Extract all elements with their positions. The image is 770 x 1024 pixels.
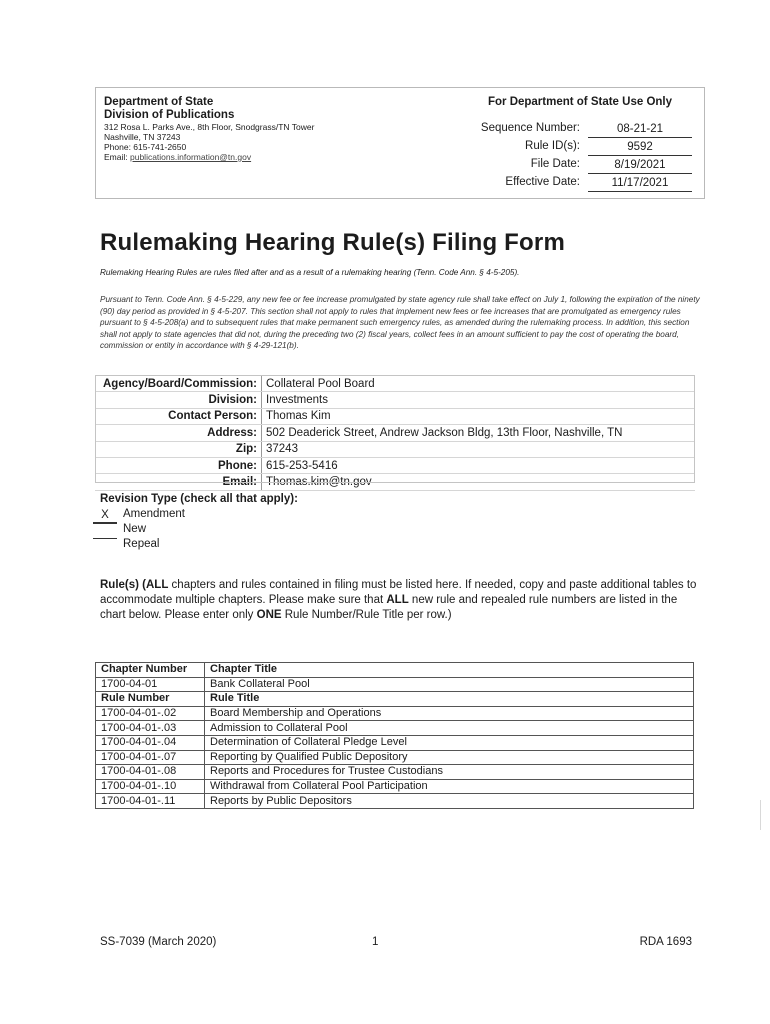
email-row [95, 474, 695, 490]
revision-mark-amendment[interactable]: X [93, 508, 117, 523]
rule-id-label: Rule ID(s): [525, 140, 580, 152]
rules-instr-part4: Rule Number/Rule Title per row.) [281, 609, 452, 621]
contact-label: Contact Person: [95, 408, 262, 424]
chapter-title-cell: Bank Collateral Pool [205, 677, 694, 692]
office-use-title: For Department of State Use Only [487, 96, 673, 108]
phone-label: Phone: [95, 457, 262, 473]
division-row [95, 392, 695, 408]
form-title: Rulemaking Hearing Rule(s) Filing Form [100, 229, 565, 256]
zip-label: Zip: [95, 441, 262, 457]
chapter-number-header: Chapter Number [96, 663, 205, 678]
table-row [96, 735, 694, 750]
revision-mark-repeal[interactable] [93, 538, 117, 539]
agency-value: Collateral Pool Board [262, 376, 696, 392]
department-block [104, 96, 314, 162]
department-email-link[interactable]: publications.information@tn.gov [130, 152, 252, 162]
office-use-block [472, 96, 698, 189]
chapter-title-header: Chapter Title [205, 663, 694, 678]
chapter-number-cell: 1700-04-01 [96, 677, 205, 692]
rule-id-value: 9592 [588, 140, 692, 156]
rule-number-cell: 1700-04-01-.07 [96, 750, 205, 765]
rule-title-cell: Reporting by Qualified Public Depository [205, 750, 694, 765]
rule-id-row [472, 140, 698, 156]
rules-instr-bold2: ALL [386, 594, 409, 606]
rule-title-cell: Determination of Collateral Pledge Level [205, 735, 694, 750]
address-value: 502 Deaderick Street, Andrew Jackson Bldg, 13th Floor, Nashville, TN [262, 425, 696, 441]
effective-date-row [472, 176, 698, 192]
table-row [96, 765, 694, 780]
division-value: Investments [262, 392, 696, 408]
footer-page-number: 1 [372, 936, 379, 948]
contact-value: Thomas Kim [262, 408, 696, 424]
rule-number-cell: 1700-04-01-.11 [96, 794, 205, 809]
rule-number-cell: 1700-04-01-.08 [96, 765, 205, 780]
rule-number-cell: 1700-04-01-.10 [96, 779, 205, 794]
department-city: Nashville, TN 37243 [104, 132, 181, 142]
table-row [96, 721, 694, 736]
rules-instr-part1: Rule(s) ( [100, 579, 146, 591]
sequence-number-label: Sequence Number: [480, 122, 580, 134]
email-value: Thomas.kim@tn.gov [262, 474, 696, 490]
revision-label-repeal: Repeal [123, 538, 160, 550]
rule-title-cell: Admission to Collateral Pool [205, 721, 694, 736]
agency-row [95, 376, 695, 392]
effective-date-label: Effective Date: [505, 176, 580, 188]
agency-table [95, 375, 695, 491]
phone-row [95, 457, 695, 473]
rule-number-cell: 1700-04-01-.04 [96, 735, 205, 750]
chapter-row [96, 677, 694, 692]
table-row [96, 750, 694, 765]
rule-title-cell: Reports and Procedures for Trustee Custodians [205, 765, 694, 780]
rules-instr-bold3: ONE [256, 609, 282, 621]
effective-date-value: 11/17/2021 [588, 176, 692, 192]
rule-title-cell: Board Membership and Operations [205, 706, 694, 721]
rules-instr-part3: new rule and repealed rule numbers are listed in the chart below. Please enter only [100, 594, 678, 621]
fee-paragraph: Pursuant to Tenn. Code Ann. § 4-5-229, any new fee or fee increase promulgated by state agency rule shall take effect on July 1, following the expiration of the ninety (90) day period as provided in § 4-5-207. This section shall not apply to rules that implement new fees or fee increases that are promulgated as emergency rules pursuant to § 4-5-208(a) and to subsequent rules that make permanent such emergency rules, as amended during the rulemaking process. In addition, this section shall not apply to state agencies that did not, during the preceding two (2) fiscal years, collect fees in an amount sufficient to pay the cost of operating the board, commission or entity in accordance with § 4-29-121(b). [100, 295, 700, 351]
revision-title: Revision Type (check all that apply): [100, 493, 298, 505]
file-date-value: 8/19/2021 [588, 158, 692, 174]
agency-label: Agency/Board/Commission: [95, 376, 262, 392]
footer-rda: RDA 1693 [639, 936, 692, 948]
sequence-number-value: 08-21-21 [588, 122, 692, 138]
phone-value: 615-253-5416 [262, 457, 696, 473]
form-subnote: Rulemaking Hearing Rules are rules filed after and as a result of a rulemaking hearing (Tenn. Code Ann. § 4-5-205). [100, 268, 520, 277]
department-email-label: Email: [104, 152, 128, 162]
revision-label-amendment: Amendment [123, 508, 186, 520]
footer-form-number: SS-7039 (March 2020) [100, 936, 217, 948]
rule-number-cell: 1700-04-01-.03 [96, 721, 205, 736]
rule-number-cell: 1700-04-01-.02 [96, 706, 205, 721]
table-row [96, 779, 694, 794]
chapter-header-row [96, 663, 694, 678]
contact-row [95, 408, 695, 424]
rule-number-header: Rule Number [96, 692, 205, 707]
department-email-line [104, 152, 314, 162]
rule-title-cell: Reports by Public Depositors [205, 794, 694, 809]
rule-header-row [96, 692, 694, 707]
rule-title-cell: Withdrawal from Collateral Pool Participation [205, 779, 694, 794]
revision-mark-new[interactable] [93, 523, 117, 524]
email-label: Email: [95, 474, 262, 490]
address-row [95, 425, 695, 441]
rule-title-header: Rule Title [205, 692, 694, 707]
rules-table [95, 662, 694, 809]
address-label: Address: [95, 425, 262, 441]
division-name: Division of Publications [104, 109, 235, 121]
zip-row [95, 441, 695, 457]
department-name: Department of State [104, 96, 214, 108]
division-label: Division: [95, 392, 262, 408]
revision-label-new: New [123, 523, 147, 535]
rules-instructions [100, 578, 700, 623]
header-box [95, 87, 705, 199]
table-row [96, 706, 694, 721]
scan-speckle [760, 800, 761, 830]
rules-instr-bold1: ALL [146, 579, 169, 591]
rules-instr-part2: chapters and rules contained in filing must be listed here. If needed, copy and paste additional tables to accommodate multiple chapters. Please make sure that [100, 579, 697, 606]
department-address: 312 Rosa L. Parks Ave., 8th Floor, Snodgrass/TN Tower [104, 122, 315, 132]
file-date-label: File Date: [530, 158, 580, 170]
sequence-number-row [472, 122, 698, 138]
zip-value: 37243 [262, 441, 696, 457]
department-phone: Phone: 615-741-2650 [104, 142, 187, 152]
table-row [96, 794, 694, 809]
file-date-row [472, 158, 698, 174]
